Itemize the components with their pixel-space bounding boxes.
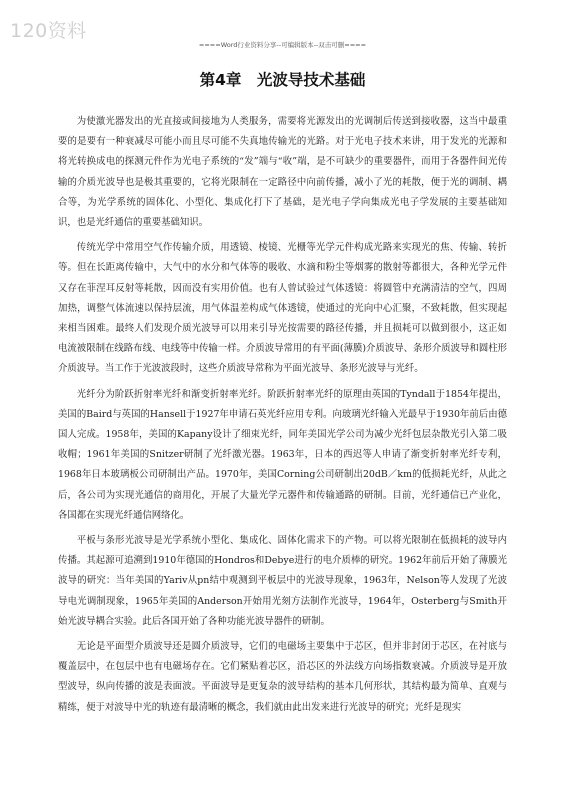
paragraph: 无论是平面型介质波导还是圆介质波导，它们的电磁场主要集中于芯区，但并非封闭于芯区，在衬底与覆盖层中，在包层中也有电磁场存在。它们紧贴着芯区，沿芯区的外法线方向场指数衰减。介质波导是开放型波导，纵向传播的波是表面波。平面波导是更复杂的波导结构的基本几何形状，其结构最为简单、直观与精练，便于对波导中光的轨迹有最清晰的概念，我们就由此出发来进行光波导的研究；光纤是现实	[58, 641, 507, 713]
paragraph: 平板与条形光波导是光学系统小型化、集成化、固体化需求下的产物。可以将光限制在低损耗的波导内传播。其起源可追溯到1910年德国的Hondros和Debye进行的电介质棒的研究。1962年前后开始了薄膜光波导的研究：当年美国的Yariv从pn结中观测到平板层中的光波导现象，1963年，Nelson等人发现了光波导电光调制现象，1965年美国的Anderson开始用光刻方法制作光波导，1964年，Osterberg与Smith开始光波导耦合实验。此后各国开始了各种功能光波导器件的研制。	[58, 535, 507, 627]
paragraph: 光纤分为阶跃折射率光纤和渐变折射率光纤。阶跃折射率光纤的原理由英国的Tyndall于1854年提出，美国的Baird与英国的Hansell于1927年申请石英光纤应用专利。向玻璃光纤输入光最早于1930年前后由德国人完成。1958年，美国的Kapany设计了细束光纤，同年美国光学公司为减少光纤包层杂散光引入第二吸收帽；1961年美国的Snitzer研制了光纤激光器。1963年，日本的西迟等人申请了渐变折射率光纤专利，1968年日本玻璃板公司研制出产品。1970年，美国Corning公司研制出20dB／km的低损耗光纤，从此之后，各公司为实现光通信的商用化，开展了大量光学元器件和传输通路的研制。目前，光纤通信已产业化，各国都在实现光纤通信网络化。	[58, 388, 507, 521]
paragraph: 传统光学中常用空气作传输介质，用透镜、棱镜、光栅等光学元件构成光路来实现光的焦、传输、转折等。但在长距离传输中，大气中的水分和气体等的吸收、水滴和粉尘等烟雾的散射等都很大，各种光学元件又存在菲涅耳反射等耗散，因而没有实用价值。也有人曾试验过气体透镜：将圆管中充满清洁的空气，四周加热，调整气体流速以保持层流，用气体温差构成气体透镜，使通过的光向中心汇聚，不致耗散，但实现起来相当困难。最终人们发现介质光波导可以用来引导光按需要的路径传播，并且损耗可以做到很小，这正如电流被限制在线路布线、电线等中传输一样。介质波导常用的有平面(薄膜)介质波导、条形介质波导和圆柱形介质波导。当工作于光波波段时，这些介质波导常称为平面光波导、条形光波导与光纤。	[58, 242, 507, 375]
watermark-logo: 120资料	[10, 20, 87, 42]
header-banner: ====Word行业资料分享--可编辑版本--双击可删====	[198, 41, 367, 49]
page-title: 第4章 光波导技术基础	[199, 71, 366, 89]
document-body	[58, 112, 507, 723]
paragraph: 为使激光器发出的光直接或间接地为人类服务，需要将光源发出的光调制后传送到接收器，这当中最重要的是要有一种衰减尽可能小而且尽可能不失真地传输光的光路。对于光电子技术来讲，用于发光的光源和将光转换成电的探测元件作为光电子系统的“发”端与“收”端，是不可缺少的重要器件，而用于各器件间光传输的介质光波导也是极其重要的，它将光限制在一定路径中向前传播，减小了光的耗散，便于光的调制、耦合等，为光学系统的固体化、小型化、集成化打下了基础，是光电子学向集成光电子学发展的主要基础知识，也是光纤通信的重要基础知识。	[58, 116, 507, 229]
